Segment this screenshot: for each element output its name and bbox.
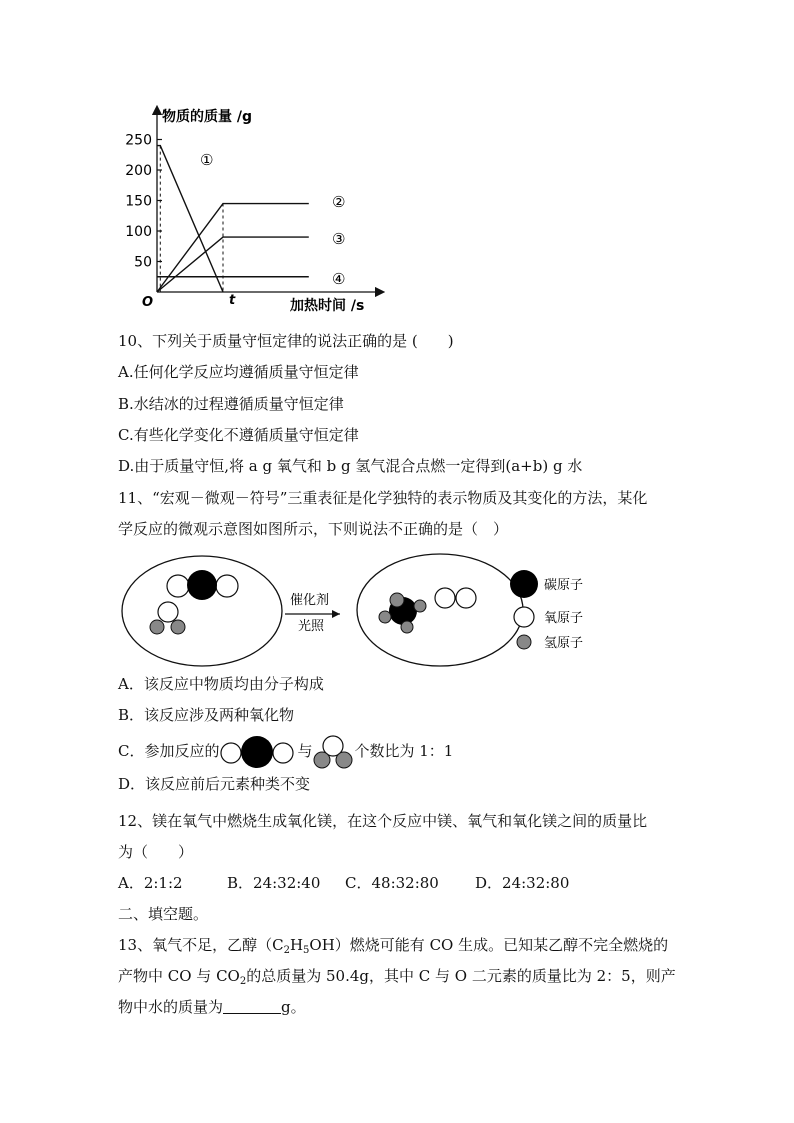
hydrogen-atom	[401, 621, 413, 633]
y-tick-label: 100	[125, 224, 152, 240]
q12-option-c: C．48:32:80	[345, 874, 439, 892]
y-tick-label: 200	[125, 163, 152, 179]
series-label: ④	[332, 270, 346, 288]
q10-option-d: D.由于质量守恒,将 a g 氧气和 b g 氢气混合点燃一定得到(a+b) g 水	[118, 457, 583, 475]
q12-stem-line2: 为（ ）	[118, 843, 194, 861]
hydrogen-atom	[414, 600, 426, 612]
q13-text: g。	[281, 998, 306, 1016]
hydrogen-atom	[171, 620, 185, 634]
mass-time-chart	[110, 100, 400, 322]
y-axis-label: 物质的质量 /g	[162, 109, 253, 125]
q13-text: 物中水的质量为	[118, 998, 224, 1016]
x-tick-t: t	[229, 293, 236, 308]
carbon-atom	[187, 570, 217, 600]
products-ellipse	[357, 554, 523, 666]
q13-text: OH）燃烧可能有 CO 生成。已知某乙醇不完全燃烧的	[309, 936, 669, 954]
arrow-bottom-label: 光照	[298, 619, 325, 634]
series-label: ②	[332, 193, 346, 211]
q12-option-b: B．24:32:40	[227, 874, 321, 892]
q11-option-b: B．该反应涉及两种氧化物	[118, 706, 295, 724]
origin-label: O	[142, 295, 154, 310]
arrow-head-icon	[332, 610, 340, 618]
q10-option-c: C.有些化学变化不遵循质量守恒定律	[118, 426, 359, 444]
q11-option-c	[118, 734, 453, 768]
q12-option-d: D．24:32:80	[475, 874, 570, 892]
oxygen-atom	[216, 575, 238, 597]
co2-molecule-icon	[219, 735, 297, 769]
legend-carbon-icon	[510, 570, 538, 598]
q11-c-middle: 与	[297, 742, 313, 760]
q11-stem-line2: 学反应的微观示意图如图所示，下则说法不正确的是（ ）	[118, 520, 509, 538]
series-label: ①	[200, 151, 214, 169]
q13-text: 产物中 CO 与 CO	[118, 967, 240, 985]
section-title: 二、填空题。	[118, 905, 209, 923]
q10-stem: 10、下列关于质量守恒定律的说法正确的是 ( )	[118, 332, 454, 350]
y-tick-label: 150	[125, 193, 152, 210]
q13-line3	[118, 997, 306, 1017]
reaction-diagram	[118, 550, 608, 672]
q12-stem-line1: 12、镁在氧气中燃烧生成氧化镁，在这个反应中镁、氧气和氧化镁之间的质量比	[118, 812, 648, 830]
legend-oxygen-icon	[514, 607, 534, 627]
q13-subscript: 2	[239, 976, 247, 987]
q13-text: H	[289, 936, 304, 954]
legend-carbon-label: 碳原子	[544, 578, 584, 593]
y-tick-label: 250	[125, 132, 152, 149]
q13-subscript: 5	[303, 945, 310, 956]
h2o-molecule-icon	[313, 735, 355, 769]
q11-stem-line1: 11、“宏观－微观－符号”三重表征是化学独特的表示物质及其变化的方法，某化	[118, 489, 648, 507]
series-label: ③	[332, 230, 346, 248]
q11-option-d: D．该反应前后元素种类不变	[118, 775, 311, 793]
series-line	[157, 204, 309, 292]
hydrogen-atom	[150, 620, 164, 634]
q13-text: 13、氧气不足，乙醇（C	[118, 936, 284, 954]
oxygen-atom	[167, 575, 189, 597]
legend-oxygen-label: 氧原子	[544, 611, 584, 626]
q13-text: 的总质量为 50.4g，其中 C 与 O 二元素的质量比为 2：5，则产	[246, 967, 676, 985]
q10-option-a: A.任何化学反应均遵循质量守恒定律	[118, 363, 359, 381]
series-line	[157, 237, 309, 292]
oxygen-atom	[158, 602, 178, 622]
q13-subscript: 2	[283, 945, 290, 956]
q13-line2	[118, 966, 676, 992]
oxygen-atom-small	[390, 593, 404, 607]
x-axis-label: 加热时间 /s	[290, 298, 365, 314]
arrow-top-label: 催化剂	[290, 593, 330, 608]
answer-blank[interactable]	[223, 999, 281, 1014]
q11-c-prefix: C．参加反应的	[118, 742, 220, 760]
q11-c-suffix: 个数比为 1：1	[354, 742, 454, 760]
oxygen-atom	[435, 588, 455, 608]
y-tick-label: 50	[134, 254, 152, 271]
legend-hydrogen-label: 氢原子	[544, 636, 584, 651]
hydrogen-atom	[379, 611, 391, 623]
q10-option-b: B.水结冰的过程遵循质量守恒定律	[118, 395, 344, 413]
q12-option-a: A．2:1:2	[118, 874, 183, 892]
q11-option-a: A．该反应中物质均由分子构成	[118, 675, 324, 693]
q13-line1	[118, 935, 668, 961]
legend-hydrogen-icon	[517, 635, 531, 649]
oxygen-atom	[456, 588, 476, 608]
